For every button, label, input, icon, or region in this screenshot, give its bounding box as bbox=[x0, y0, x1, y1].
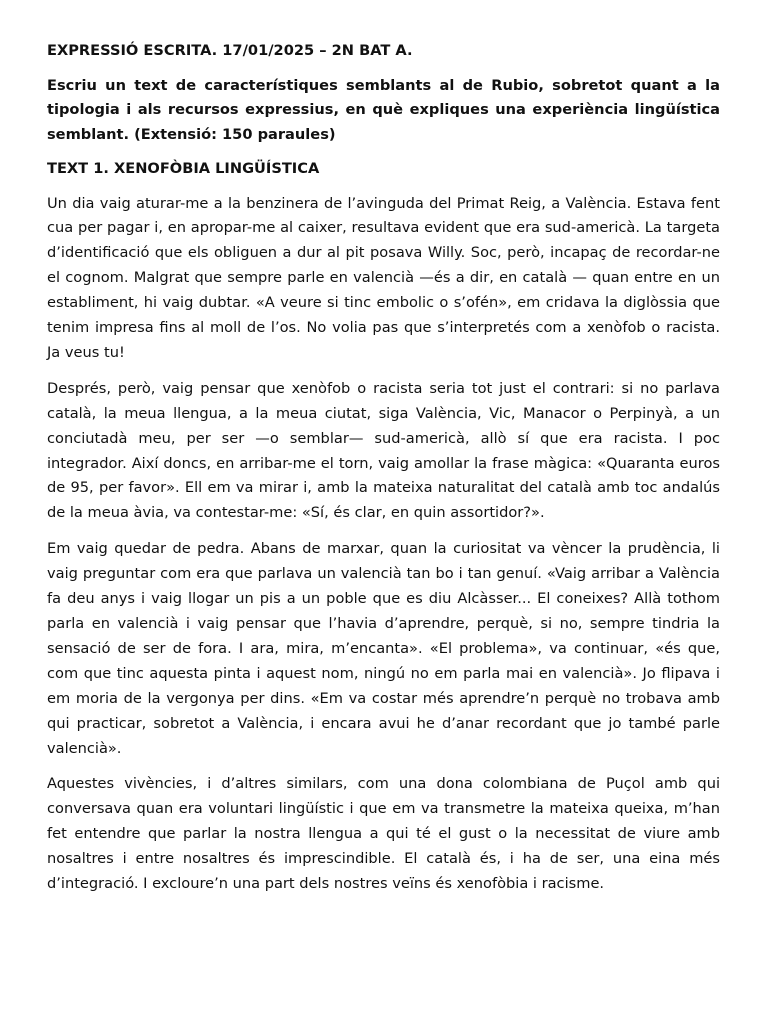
paragraph: Després, però, vaig pensar que xenòfob o racista seria tot just el contrari: si no parlava català, la meua llengua, a la meua ciutat, siga València, Vic, Manacor o Perpinyà, a un conciutadà meu, per ser —o semblar— sud-americà, allò sí que era racista. I poc integrador. Així doncs, en arribar-me el torn, vaig amollar la frase màgica: «Quaranta euros de 95, per favor». Ell em va mirar i, amb la mateixa naturalitat del català amb toc andalús de la meua àvia, va contestar-me: «Sí, és clar, en quin assortidor?». bbox=[47, 379, 720, 522]
text-title: TEXT 1. XENOFÒBIA LINGÜÍSTICA bbox=[47, 160, 320, 177]
exam-heading: EXPRESSIÓ ESCRITA. 17/01/2025 – 2N BAT A. bbox=[47, 42, 413, 59]
exam-instructions: Escriu un text de característiques semblants al de Rubio, sobretot quant a la tipologia i als recursos expressius, en què expliques una experiència lingüística semblant. (Extensió: 150 paraules) bbox=[47, 76, 720, 143]
paragraph: Aquestes vivències, i d’altres similars, com una dona colombiana de Puçol amb qui conversava quan era voluntari lingüístic i que em va transmetre la mateixa queixa, m’han fet entendre que parlar la nostra llengua a qui té el gust o la necessitat de viure amb nosaltres i entre nosaltres és imprescindible. El català és, i ha de ser, una eina més d’integració. I excloure’n una part dels nostres veïns és xenofòbia i racisme. bbox=[47, 775, 720, 893]
paragraph: Un dia vaig aturar-me a la benzinera de l’avinguda del Primat Reig, a València. Estava fent cua per pagar i, en apropar-me al caixer, resultava evident que era sud-americà. La targeta d’identificació que els obliguen a dur al pit posava Willy. Soc, però, incapaç de recordar-ne el cognom. Malgrat que sempre parle en valencià —és a dir, en català — quan entre en un establiment, hi vaig dubtar. «A veure si tinc embolic o s’ofén», em cridava la diglòssia que tenim impresa fins al moll de l’os. No volia pas que s’interpretés com a xenòfob o racista. Ja veus tu! bbox=[47, 194, 720, 361]
paragraph: Em vaig quedar de pedra. Abans de marxar, quan la curiositat va vèncer la prudència, li vaig preguntar com era que parlava un valencià tan bo i tan genuí. «Vaig arribar a València fa deu anys i vaig llogar un pis a un poble que es diu Alcàsser... El coneixes? Allà tothom parla en valencià i vaig pensar que l’havia d’aprendre, perquè, si no, sempre tindria la sensació de ser de fora. I ara, mira, m’encanta». «El problema», va continuar, «és que, com que tinc aquesta pinta i aquest nom, ningú no em parla mai en valencià». Jo flipava i em moria de la vergonya per dins. «Em va costar més aprendre’n perquè no trobava amb qui practicar, sobretot a València, i encara avui he d’anar recordant que jo també parle valencià». bbox=[47, 540, 720, 757]
